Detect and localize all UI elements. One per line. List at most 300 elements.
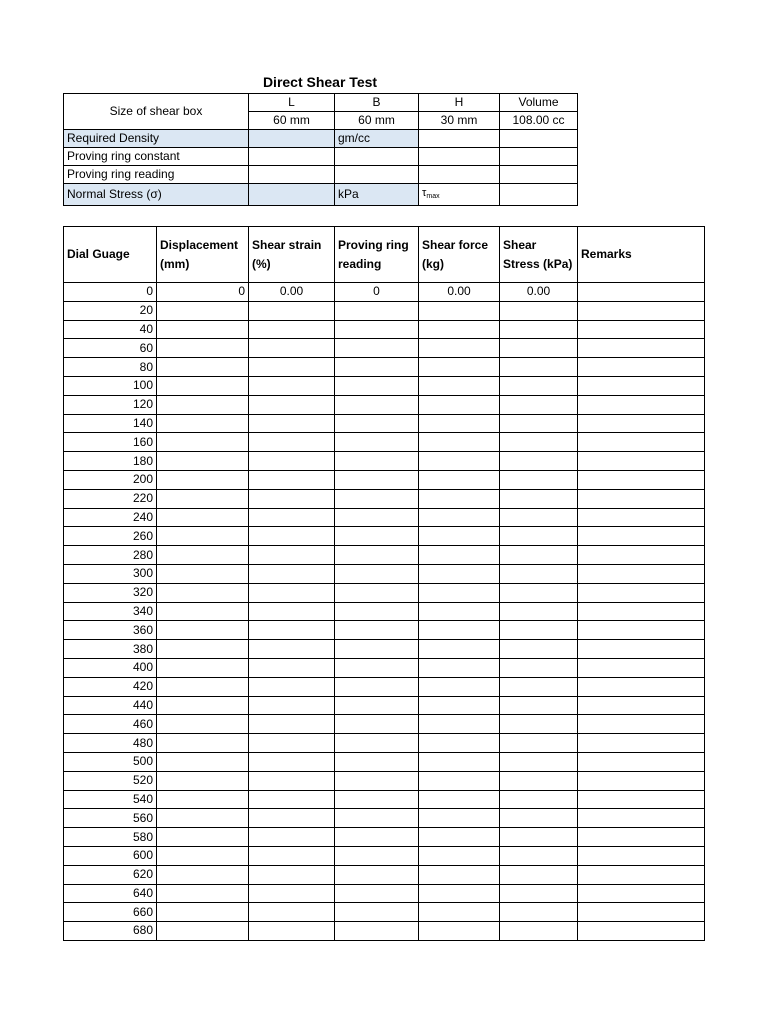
displacement-cell[interactable] xyxy=(157,922,249,941)
proving-ring-cell[interactable] xyxy=(335,301,419,320)
table-row xyxy=(64,283,705,302)
remarks-cell[interactable] xyxy=(578,828,705,847)
shear-strain-cell[interactable] xyxy=(249,903,335,922)
normal-stress-label: Normal Stress (σ) xyxy=(64,184,249,206)
remarks-cell[interactable] xyxy=(578,301,705,320)
remarks-cell[interactable] xyxy=(578,734,705,753)
shear-strain-cell[interactable] xyxy=(249,696,335,715)
shear-strain-cell[interactable] xyxy=(249,771,335,790)
displacement-cell[interactable] xyxy=(157,865,249,884)
dial-gauge-cell[interactable]: 480 xyxy=(64,734,157,753)
shear-force-cell[interactable] xyxy=(419,508,500,527)
shear-stress-cell[interactable] xyxy=(500,320,578,339)
dial-gauge-cell[interactable]: 60 xyxy=(64,339,157,358)
table-row xyxy=(64,564,705,583)
table-row xyxy=(64,470,705,489)
box-volume-value[interactable]: 108.00 cc xyxy=(500,112,578,130)
shear-force-cell[interactable] xyxy=(419,621,500,640)
dial-gauge-cell[interactable]: 680 xyxy=(64,922,157,941)
header-displacement: Displacement (mm) xyxy=(157,227,249,283)
shear-stress-cell[interactable] xyxy=(500,658,578,677)
shear-stress-cell[interactable] xyxy=(500,828,578,847)
dial-gauge-cell[interactable]: 440 xyxy=(64,696,157,715)
remarks-cell[interactable] xyxy=(578,376,705,395)
shear-stress-cell[interactable] xyxy=(500,564,578,583)
proving-ring-cell[interactable] xyxy=(335,922,419,941)
shear-force-cell[interactable] xyxy=(419,734,500,753)
remarks-cell[interactable] xyxy=(578,283,705,302)
shear-strain-cell[interactable] xyxy=(249,922,335,941)
displacement-cell[interactable] xyxy=(157,658,249,677)
proving-ring-cell[interactable] xyxy=(335,358,419,377)
proving-ring-cell[interactable] xyxy=(335,677,419,696)
shear-force-cell[interactable] xyxy=(419,846,500,865)
dial-gauge-cell[interactable]: 100 xyxy=(64,376,157,395)
shear-force-cell[interactable] xyxy=(419,376,500,395)
required-density-value[interactable] xyxy=(249,130,335,148)
dial-gauge-cell[interactable]: 40 xyxy=(64,320,157,339)
displacement-cell[interactable] xyxy=(157,527,249,546)
readings-table xyxy=(63,226,705,941)
proving-ring-cell[interactable] xyxy=(335,414,419,433)
displacement-cell[interactable] xyxy=(157,884,249,903)
shear-strain-cell[interactable] xyxy=(249,884,335,903)
shear-stress-cell[interactable] xyxy=(500,884,578,903)
dial-gauge-cell[interactable]: 240 xyxy=(64,508,157,527)
shear-strain-cell[interactable] xyxy=(249,790,335,809)
shear-stress-cell[interactable] xyxy=(500,395,578,414)
box-height-value[interactable]: 30 mm xyxy=(419,112,500,130)
dial-gauge-cell[interactable]: 260 xyxy=(64,527,157,546)
displacement-cell[interactable] xyxy=(157,903,249,922)
displacement-cell[interactable] xyxy=(157,508,249,527)
shear-stress-cell[interactable] xyxy=(500,602,578,621)
proving-ring-cell[interactable] xyxy=(335,715,419,734)
shear-force-cell[interactable] xyxy=(419,339,500,358)
shear-strain-cell[interactable] xyxy=(249,395,335,414)
displacement-cell[interactable] xyxy=(157,828,249,847)
proving-ring-cell[interactable] xyxy=(335,884,419,903)
dial-gauge-cell[interactable]: 140 xyxy=(64,414,157,433)
proving-ring-cell[interactable] xyxy=(335,790,419,809)
proving-ring-cell[interactable] xyxy=(335,809,419,828)
table-row xyxy=(64,658,705,677)
shear-strain-cell[interactable] xyxy=(249,320,335,339)
header-remarks: Remarks xyxy=(578,227,705,283)
remarks-cell[interactable] xyxy=(578,527,705,546)
empty-cell[interactable] xyxy=(419,166,500,184)
table-row xyxy=(64,414,705,433)
dial-gauge-cell[interactable]: 460 xyxy=(64,715,157,734)
table-row xyxy=(64,452,705,471)
proving-ring-cell[interactable] xyxy=(335,395,419,414)
displacement-cell[interactable] xyxy=(157,470,249,489)
table-row xyxy=(64,358,705,377)
shear-force-cell[interactable] xyxy=(419,809,500,828)
dial-gauge-cell[interactable]: 360 xyxy=(64,621,157,640)
dial-gauge-cell[interactable]: 380 xyxy=(64,640,157,659)
shear-strain-cell[interactable] xyxy=(249,865,335,884)
shear-strain-cell[interactable] xyxy=(249,376,335,395)
box-breadth-value[interactable]: 60 mm xyxy=(335,112,419,130)
table-row xyxy=(64,696,705,715)
header-shear-force: Shear force (kg) xyxy=(419,227,500,283)
shear-force-cell[interactable]: 0.00 xyxy=(419,283,500,302)
ring-constant-value[interactable] xyxy=(249,148,335,166)
displacement-cell[interactable] xyxy=(157,602,249,621)
dial-gauge-cell[interactable]: 80 xyxy=(64,358,157,377)
displacement-cell[interactable] xyxy=(157,790,249,809)
displacement-cell[interactable] xyxy=(157,301,249,320)
dial-gauge-cell[interactable]: 640 xyxy=(64,884,157,903)
shear-stress-cell[interactable] xyxy=(500,715,578,734)
shear-force-cell[interactable] xyxy=(419,790,500,809)
shear-strain-cell[interactable] xyxy=(249,846,335,865)
displacement-cell[interactable] xyxy=(157,339,249,358)
shear-stress-cell[interactable]: 0.00 xyxy=(500,283,578,302)
shear-force-cell[interactable] xyxy=(419,358,500,377)
remarks-cell[interactable] xyxy=(578,489,705,508)
proving-ring-cell[interactable] xyxy=(335,583,419,602)
shear-force-cell[interactable] xyxy=(419,752,500,771)
shear-strain-cell[interactable] xyxy=(249,489,335,508)
shear-strain-cell[interactable]: 0.00 xyxy=(249,283,335,302)
normal-stress-value[interactable] xyxy=(249,184,335,206)
proving-ring-cell[interactable] xyxy=(335,376,419,395)
remarks-cell[interactable] xyxy=(578,508,705,527)
shear-force-cell[interactable] xyxy=(419,301,500,320)
table-row xyxy=(64,339,705,358)
shear-force-cell[interactable] xyxy=(419,395,500,414)
shear-force-cell[interactable] xyxy=(419,546,500,565)
dial-gauge-cell[interactable]: 180 xyxy=(64,452,157,471)
shear-strain-cell[interactable] xyxy=(249,452,335,471)
shear-strain-cell[interactable] xyxy=(249,433,335,452)
displacement-cell[interactable] xyxy=(157,546,249,565)
shear-stress-cell[interactable] xyxy=(500,508,578,527)
shear-strain-cell[interactable] xyxy=(249,602,335,621)
displacement-cell[interactable] xyxy=(157,846,249,865)
shear-force-cell[interactable] xyxy=(419,470,500,489)
empty-cell[interactable] xyxy=(419,148,500,166)
dial-gauge-cell[interactable]: 300 xyxy=(64,564,157,583)
shear-stress-cell[interactable] xyxy=(500,489,578,508)
empty-cell[interactable] xyxy=(500,166,578,184)
shear-stress-cell[interactable] xyxy=(500,922,578,941)
shear-stress-cell[interactable] xyxy=(500,339,578,358)
shear-strain-cell[interactable] xyxy=(249,715,335,734)
proving-ring-cell[interactable] xyxy=(335,564,419,583)
shear-stress-cell[interactable] xyxy=(500,696,578,715)
shear-strain-cell[interactable] xyxy=(249,301,335,320)
table-row xyxy=(64,828,705,847)
dial-gauge-cell[interactable]: 280 xyxy=(64,546,157,565)
shear-strain-cell[interactable] xyxy=(249,677,335,696)
dial-gauge-cell[interactable]: 160 xyxy=(64,433,157,452)
displacement-cell[interactable] xyxy=(157,715,249,734)
remarks-cell[interactable] xyxy=(578,470,705,489)
dial-gauge-cell[interactable]: 540 xyxy=(64,790,157,809)
shear-force-cell[interactable] xyxy=(419,602,500,621)
shear-force-cell[interactable] xyxy=(419,527,500,546)
remarks-cell[interactable] xyxy=(578,752,705,771)
tau-max-label xyxy=(419,184,500,206)
displacement-cell[interactable] xyxy=(157,752,249,771)
shear-stress-cell[interactable] xyxy=(500,433,578,452)
displacement-cell[interactable] xyxy=(157,564,249,583)
shear-force-cell[interactable] xyxy=(419,452,500,471)
remarks-cell[interactable] xyxy=(578,696,705,715)
displacement-cell[interactable] xyxy=(157,771,249,790)
proving-ring-cell[interactable] xyxy=(335,696,419,715)
tau-symbol: τ xyxy=(422,187,427,199)
shear-stress-cell[interactable] xyxy=(500,470,578,489)
ring-constant-label: Proving ring constant xyxy=(64,148,249,166)
shear-stress-cell[interactable] xyxy=(500,865,578,884)
readings-header-row xyxy=(64,227,705,283)
remarks-cell[interactable] xyxy=(578,602,705,621)
remarks-cell[interactable] xyxy=(578,621,705,640)
shear-strain-cell[interactable] xyxy=(249,583,335,602)
proving-ring-cell[interactable] xyxy=(335,771,419,790)
displacement-cell[interactable] xyxy=(157,583,249,602)
proving-ring-cell[interactable] xyxy=(335,828,419,847)
empty-cell[interactable] xyxy=(500,148,578,166)
shear-stress-cell[interactable] xyxy=(500,734,578,753)
shear-strain-cell[interactable] xyxy=(249,640,335,659)
table-row xyxy=(64,922,705,941)
empty-cell[interactable] xyxy=(335,148,419,166)
shear-strain-cell[interactable] xyxy=(249,339,335,358)
displacement-cell[interactable] xyxy=(157,696,249,715)
shear-strain-cell[interactable] xyxy=(249,809,335,828)
proving-ring-cell[interactable] xyxy=(335,621,419,640)
proving-ring-cell[interactable] xyxy=(335,846,419,865)
shear-stress-cell[interactable] xyxy=(500,640,578,659)
shear-force-cell[interactable] xyxy=(419,771,500,790)
proving-ring-cell[interactable] xyxy=(335,339,419,358)
table-row xyxy=(64,884,705,903)
proving-ring-cell[interactable] xyxy=(335,752,419,771)
table-row xyxy=(64,809,705,828)
remarks-cell[interactable] xyxy=(578,922,705,941)
table-row xyxy=(64,640,705,659)
dial-gauge-cell[interactable]: 220 xyxy=(64,489,157,508)
box-col-volume: Volume xyxy=(500,94,578,112)
proving-ring-cell[interactable] xyxy=(335,903,419,922)
remarks-cell[interactable] xyxy=(578,546,705,565)
remarks-cell[interactable] xyxy=(578,715,705,734)
proving-ring-cell[interactable] xyxy=(335,508,419,527)
shear-strain-cell[interactable] xyxy=(249,527,335,546)
remarks-cell[interactable] xyxy=(578,865,705,884)
remarks-cell[interactable] xyxy=(578,320,705,339)
shear-stress-cell[interactable] xyxy=(500,771,578,790)
displacement-cell[interactable] xyxy=(157,395,249,414)
shear-stress-cell[interactable] xyxy=(500,527,578,546)
shear-force-cell[interactable] xyxy=(419,658,500,677)
shear-strain-cell[interactable] xyxy=(249,564,335,583)
shear-force-cell[interactable] xyxy=(419,320,500,339)
proving-ring-cell[interactable] xyxy=(335,546,419,565)
dial-gauge-cell[interactable]: 400 xyxy=(64,658,157,677)
shear-force-cell[interactable] xyxy=(419,903,500,922)
remarks-cell[interactable] xyxy=(578,677,705,696)
shear-force-cell[interactable] xyxy=(419,922,500,941)
box-col-l: L xyxy=(249,94,335,112)
table-row xyxy=(64,677,705,696)
displacement-cell[interactable] xyxy=(157,734,249,753)
shear-stress-cell[interactable] xyxy=(500,452,578,471)
shear-stress-cell[interactable] xyxy=(500,790,578,809)
dial-gauge-cell[interactable]: 580 xyxy=(64,828,157,847)
remarks-cell[interactable] xyxy=(578,358,705,377)
shear-force-cell[interactable] xyxy=(419,583,500,602)
shear-strain-cell[interactable] xyxy=(249,621,335,640)
box-length-value[interactable]: 60 mm xyxy=(249,112,335,130)
shear-stress-cell[interactable] xyxy=(500,809,578,828)
dial-gauge-cell[interactable]: 320 xyxy=(64,583,157,602)
proving-ring-cell[interactable] xyxy=(335,658,419,677)
displacement-cell[interactable] xyxy=(157,414,249,433)
table-row xyxy=(64,527,705,546)
table-row xyxy=(64,546,705,565)
remarks-cell[interactable] xyxy=(578,414,705,433)
shear-strain-cell[interactable] xyxy=(249,734,335,753)
table-row xyxy=(64,752,705,771)
remarks-cell[interactable] xyxy=(578,433,705,452)
proving-ring-cell[interactable] xyxy=(335,452,419,471)
table-row xyxy=(64,903,705,922)
shear-strain-cell[interactable] xyxy=(249,658,335,677)
remarks-cell[interactable] xyxy=(578,395,705,414)
dial-gauge-cell[interactable]: 520 xyxy=(64,771,157,790)
shear-strain-cell[interactable] xyxy=(249,752,335,771)
proving-ring-cell[interactable] xyxy=(335,470,419,489)
shear-stress-cell[interactable] xyxy=(500,546,578,565)
remarks-cell[interactable] xyxy=(578,790,705,809)
proving-ring-cell[interactable] xyxy=(335,602,419,621)
header-shear-stress: Shear Stress (kPa) xyxy=(500,227,578,283)
dial-gauge-cell[interactable]: 420 xyxy=(64,677,157,696)
dial-gauge-cell[interactable]: 500 xyxy=(64,752,157,771)
displacement-cell[interactable] xyxy=(157,452,249,471)
tau-max-value[interactable] xyxy=(500,184,578,206)
remarks-cell[interactable] xyxy=(578,452,705,471)
proving-ring-cell[interactable]: 0 xyxy=(335,283,419,302)
dial-gauge-cell[interactable]: 340 xyxy=(64,602,157,621)
shear-stress-cell[interactable] xyxy=(500,621,578,640)
remarks-cell[interactable] xyxy=(578,339,705,358)
displacement-cell[interactable] xyxy=(157,433,249,452)
dial-gauge-cell[interactable]: 20 xyxy=(64,301,157,320)
shear-force-cell[interactable] xyxy=(419,564,500,583)
table-row xyxy=(64,301,705,320)
shear-stress-cell[interactable] xyxy=(500,903,578,922)
shear-stress-cell[interactable] xyxy=(500,677,578,696)
header-shear-strain: Shear strain (%) xyxy=(249,227,335,283)
table-row xyxy=(64,790,705,809)
empty-cell[interactable] xyxy=(335,166,419,184)
ring-reading-value[interactable] xyxy=(249,166,335,184)
shear-force-cell[interactable] xyxy=(419,715,500,734)
dial-gauge-cell[interactable]: 0 xyxy=(64,283,157,302)
remarks-cell[interactable] xyxy=(578,564,705,583)
shear-force-cell[interactable] xyxy=(419,414,500,433)
displacement-cell[interactable] xyxy=(157,640,249,659)
displacement-cell[interactable] xyxy=(157,677,249,696)
shear-force-cell[interactable] xyxy=(419,433,500,452)
remarks-cell[interactable] xyxy=(578,583,705,602)
dial-gauge-cell[interactable]: 600 xyxy=(64,846,157,865)
proving-ring-cell[interactable] xyxy=(335,433,419,452)
displacement-cell[interactable]: 0 xyxy=(157,283,249,302)
shear-force-cell[interactable] xyxy=(419,696,500,715)
displacement-cell[interactable] xyxy=(157,489,249,508)
shear-strain-cell[interactable] xyxy=(249,508,335,527)
header-proving-ring-reading: Proving ring reading xyxy=(335,227,419,283)
shear-stress-cell[interactable] xyxy=(500,358,578,377)
dial-gauge-cell[interactable]: 660 xyxy=(64,903,157,922)
shear-stress-cell[interactable] xyxy=(500,752,578,771)
displacement-cell[interactable] xyxy=(157,621,249,640)
shear-strain-cell[interactable] xyxy=(249,828,335,847)
proving-ring-cell[interactable] xyxy=(335,527,419,546)
shear-force-cell[interactable] xyxy=(419,489,500,508)
shear-stress-cell[interactable] xyxy=(500,376,578,395)
shear-strain-cell[interactable] xyxy=(249,546,335,565)
remarks-cell[interactable] xyxy=(578,809,705,828)
remarks-cell[interactable] xyxy=(578,658,705,677)
shear-force-cell[interactable] xyxy=(419,828,500,847)
remarks-cell[interactable] xyxy=(578,903,705,922)
proving-ring-cell[interactable] xyxy=(335,489,419,508)
shear-stress-cell[interactable] xyxy=(500,583,578,602)
empty-cell[interactable] xyxy=(500,130,578,148)
shear-stress-cell[interactable] xyxy=(500,301,578,320)
empty-cell[interactable] xyxy=(419,130,500,148)
remarks-cell[interactable] xyxy=(578,771,705,790)
proving-ring-cell[interactable] xyxy=(335,320,419,339)
dial-gauge-cell[interactable]: 560 xyxy=(64,809,157,828)
displacement-cell[interactable] xyxy=(157,358,249,377)
shear-force-cell[interactable] xyxy=(419,884,500,903)
remarks-cell[interactable] xyxy=(578,846,705,865)
displacement-cell[interactable] xyxy=(157,320,249,339)
dial-gauge-cell[interactable]: 620 xyxy=(64,865,157,884)
shear-force-cell[interactable] xyxy=(419,865,500,884)
displacement-cell[interactable] xyxy=(157,376,249,395)
proving-ring-cell[interactable] xyxy=(335,865,419,884)
proving-ring-cell[interactable] xyxy=(335,640,419,659)
dial-gauge-cell[interactable]: 200 xyxy=(64,470,157,489)
table-row xyxy=(64,602,705,621)
shear-strain-cell[interactable] xyxy=(249,414,335,433)
shear-stress-cell[interactable] xyxy=(500,414,578,433)
dial-gauge-cell[interactable]: 120 xyxy=(64,395,157,414)
table-row xyxy=(64,621,705,640)
remarks-cell[interactable] xyxy=(578,884,705,903)
displacement-cell[interactable] xyxy=(157,809,249,828)
proving-ring-cell[interactable] xyxy=(335,734,419,753)
box-size-label: Size of shear box xyxy=(64,94,249,130)
shear-stress-cell[interactable] xyxy=(500,846,578,865)
shear-force-cell[interactable] xyxy=(419,640,500,659)
remarks-cell[interactable] xyxy=(578,640,705,659)
shear-force-cell[interactable] xyxy=(419,677,500,696)
shear-strain-cell[interactable] xyxy=(249,470,335,489)
shear-strain-cell[interactable] xyxy=(249,358,335,377)
